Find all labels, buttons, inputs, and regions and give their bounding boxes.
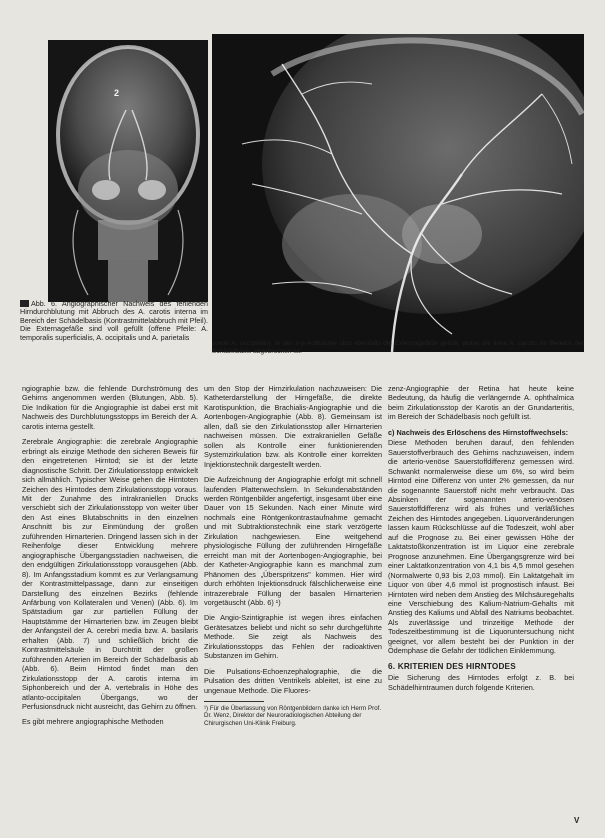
paragraph: Die Sicherung des Hirntodes erfolgt z. B. bei Schädelhirntraumen durch folgende Kriterien. (388, 673, 574, 692)
figure-caption-left (20, 300, 208, 342)
paragraph: Diese Methoden beruhen darauf, den fehlenden Sauerstoffverbrauch des Gehirns nachzuweisen, indem die arterio-venöse Sauerstoffdifferenz gemessen wird. Schwankt normalerweise diese um 6%, so wird beim Hirntod eine Differenz von unter 2% gemessen, da nur die sogenannte Sauerstoff nicht mehr verbraucht. Das Absinken der sogenannten arterio-venösen Sauerstoffdifferenz wird als frühes und verläßliches Zeichen des Hirntodes angegeben. Liquorveränderungen lassen kaum Rückschlüsse auf die Todeszeit, wohl aber auf die Prognose zu. Bei einer gewissen Höhe der Laktatstoßkonzentration ist im Liquor eine zerebrale Prognose anzunehmen. Eine Übergangsgrenze wird bei einer Laktatkonzentration von 4,1 bis 4,5 mmol gesehen (Normalwerte 0,93 bis 2,03 mmol). Ein Laktatgehalt im Liquor von über 4,6 mmol ist prognostisch infaust. Bei Hirntoten wird neben dem Anstieg des Milchsäuregehalts eine Verschiebung des Kalium-Natrium-Gehalts mit Anstieg des Kaliums und Abfall des Natriums beobachtet. Als zuverlässige und trinzeitige Methode der Todeszeitbestimmung ist die Liquoruntersuchung nicht geeignet, vor allem besteht bei der Punktion in der Ödemphase die Gefahr der tödlichen Einklemmung. (388, 438, 574, 656)
xray-angiogram-right (212, 34, 584, 352)
paragraph: um den Stop der Hirnzirkulation nachzuweisen: Die Katheterdarstellung der Hirngefäße, die direkte Karotispunktion, die Brachialis-Angiographie und die Aortenbogen-Angiographie (Abb. 8). Gemeinsam ist allen, daß sie den Zirkulationsstop aller Hirnarterien nachweisen müssen. Die extrakraniellen Gefäße sollen als Kontrolle einer funktionierenden Systemzirkulation bzw. als Kontrolle einer korrekten Injektionstechnik dargestellt werden. (204, 384, 382, 469)
text-column-1 (22, 384, 198, 733)
paragraph: Es gibt mehrere angiographische Methoden (22, 717, 164, 727)
footnote: ¹) Für die Überlassung von Röntgenbildern danke ich Herrn Prof. Dr. Wenz, Direktor der Neuroradiologischen Abteilung der Chirurgischen Uni-Klinik Freiburg. (204, 705, 382, 727)
text-column-2 (204, 384, 382, 727)
figure-caption-right-text: sowie A. occipitalis). In der a-p-Aufnahme sind ebenfalls die Externagefäße gefüllt, wobei die linke A. carotis im Bereich der Schädelbasis abgebrochen ist. (212, 340, 584, 355)
section-heading-6: 6. KRITERIEN DES HIRNTODES (388, 661, 516, 671)
xray-skull-lateral-left (48, 40, 208, 302)
footnote-divider (204, 701, 264, 702)
paragraph: Zerebrale Angiographie: die zerebrale Angiographie erbringt als einzige Methode den sicheren Beweis für den eingetretenen Hirntod; sie ist der letzte diagnostische Schritt. Der Zirkulationsstopp entwickelt sich allmählich. Typischer Weise gehen die Hirntoten Zeichen des Hirntodes dem Zirkulationsstopp voraus. Mit der Zunahme des intrakraniellen Drucks verschiebt sich der Zirkulationsstopp von weiter über den Ast eines Blutabschnitts in den einzelnen Anschnitt bis zur Einmündung der großen zuführenden Hirnarterien. Dringend lassen sich in der Reihenfolge dieser Entwicklung mehrere angiographische Übergangsstadien nachweisen, die den endgültigen Zirkulationsstopp vorausgehen (Abb. 8). Im Anfangsstadium kommt es zur Verlangsamung der Kontrastmittelpassage, dann zur einseitigen Darstellung des einzelnen Bezirks (fehlende Anfärbung von Kollateralen und Venen) (Abb. 6). Im Spätstadium gar zur partiellen Füllung der Hauptstämme der Hirnarterien bzw. im Zeugen bleibt der Anfangsteil der A. cerebri media bzw. A. basilaris erhalten (Abb. 7) und schließlich bricht die Kontrastmittelsäule in Durchtritt der großen zuführenden Arterien im Bereich der Schädelbasis ab (Abb. 6). Beim Hirntod findet man den Zirkulationsstopp der A. carotis interna im Siphonbereich und der A. vertebralis in Höhe des atlanto-occipitalen Übergangs, wo der Perfusionsdruck nicht ausreicht, das Gehirn zu öffnen. (22, 437, 198, 711)
text-column-3 (388, 384, 574, 698)
section-heading-c: c) Nachweis des Erlöschens des Hirnstoffwechsels: (388, 427, 569, 437)
figure-caption-left-text: Abb. 6. Angiographischer Nachweis des fehlenden Hirndurchblutung mit Abbruch des A. carotis interna im Bereich der Schädelbasis (Kontrastmittelabbruch mit Pfeil). Die Externagefäße sind voll gefüllt (offene Pfeile: A. temporalis superficialis, A. occipitalis und A. parietalis (20, 299, 208, 342)
figure-caption-right (212, 340, 584, 356)
page-number: V (574, 816, 580, 825)
paragraph: Die Angio-Szintigraphie ist wegen ihres einfachen Gerätesatzes beliebt und nicht so sehr durchgeführte Methode. Sie zeigt als Nachweis des Zirkulationsstopps das Fehlen der radioaktiven Substanzen im Gehirn. (204, 613, 382, 661)
paragraph: zenz-Angiographie der Retina hat heute keine Bedeutung, da häufig die verlängernde A. ophthalmica beim Zirkulationsstop der Karotis an der Grundarteritis, im Bereich der Schädelbasis noch gefüllt ist. (388, 384, 574, 422)
paragraph: ngiographie bzw. die fehlende Durchströmung des Gehirns angenommen werden (Blutungen, Abb. 5). Die Indikation für die Angiographie ist dabei erst mit Nachweis des Durchblutungsstopps im Bereich der A. carotis interna gestellt. (22, 384, 198, 431)
paragraph: Die Aufzeichnung der Angiographie erfolgt mit schnell laufenden Plattenwechslern. In Sekundenabständen werden Röntgenbilder angefertigt, insgesamt über eine Dauer von 15 Sekunden. Nach einer Minute wird nochmals eine Röntgenkontrastaufnahme gemacht und mit Subtraktionstechnik eine stark verzögerte Zirkulation nachgewiesen. Eine weitgehend physiologische Füllung der zuführenden Hirngefäße erreicht man mit der Aortenbogen-Angiographie, bei der Katheter-Angiographie kann es manchmal zum Phänomen des „Überspritzens" kommen. Hier wird durch erhöhten Injektionsdruck fälschlicherweise eine intrazerebrale Füllung der basalen Hirnarterien vorgetäuscht (Abb. 6) ¹) (204, 475, 382, 607)
caption-bullet-icon (20, 300, 29, 307)
xray-marker-label: 2 (114, 88, 120, 98)
paragraph: Die Pulsations-Echoenzephalographie, die die Pulsation des dritten Ventrikels ableitet, ist eine zu ungenaue Methode. Die Fluores- (204, 666, 382, 695)
